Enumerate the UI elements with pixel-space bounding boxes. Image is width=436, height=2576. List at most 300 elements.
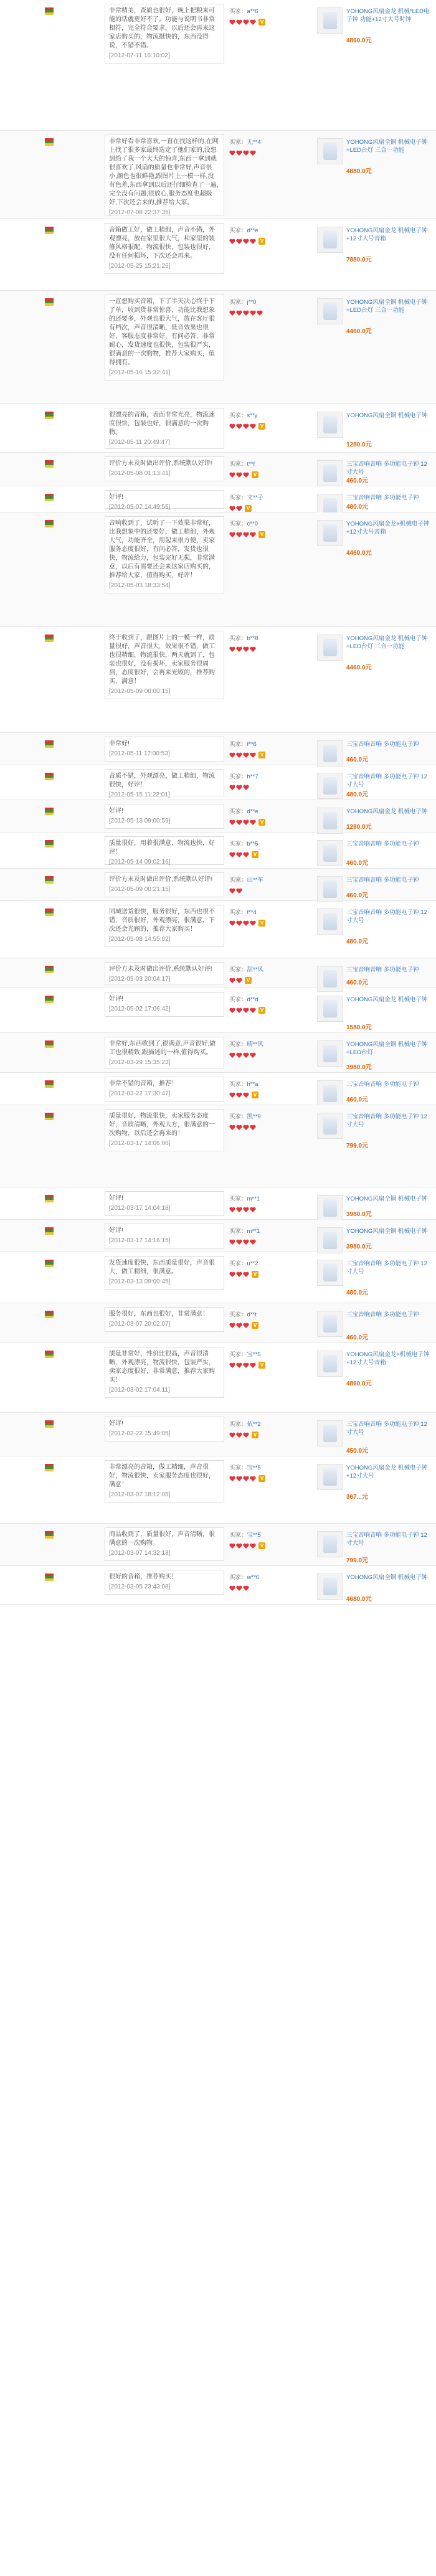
vip-badge-icon: V xyxy=(258,531,265,538)
product-thumbnail[interactable] xyxy=(317,1113,343,1139)
buyer-label: 买家： xyxy=(229,877,247,884)
heart-icon xyxy=(229,1207,235,1212)
buyer-info xyxy=(229,1420,310,1438)
buyer-name-link[interactable]: 依**2 xyxy=(247,1421,261,1428)
heart-icon xyxy=(243,646,249,652)
buyer-info xyxy=(229,494,310,512)
review-bubble xyxy=(105,992,224,1017)
review-bubble xyxy=(105,1224,224,1248)
product-link[interactable]: 三宝音响音响 多功能电子钟 xyxy=(346,966,419,973)
buyer-label: 买家： xyxy=(229,1351,247,1358)
buyer-credit-badges xyxy=(229,887,310,894)
review-bubble xyxy=(105,1347,224,1398)
buyer-name-link[interactable]: 凯**9 xyxy=(247,1113,261,1120)
product-price: 480.0元 xyxy=(346,1290,369,1296)
review-date: [2012-05-08 01:13:41] xyxy=(109,470,171,477)
heart-icon xyxy=(229,920,235,926)
review-date: [2012-03-17 14:16:15] xyxy=(109,1237,171,1244)
buyer-name-link[interactable]: 山**车 xyxy=(247,877,263,884)
buyer-name-link[interactable]: m**1 xyxy=(247,1228,260,1235)
product-link[interactable]: YOHONG风扇金龙+机械电子钟+12寸大号音箱 xyxy=(346,1351,430,1366)
buyer-credit-badges xyxy=(229,1542,310,1549)
buyer-credit-badges xyxy=(229,818,310,826)
product-price: 460.0元 xyxy=(346,1097,369,1103)
product-link[interactable]: YOHONG风扇金龙 机械电子钟+12寸大号 xyxy=(346,1465,428,1479)
heart-icon xyxy=(257,310,263,316)
buyer-name-link[interactable]: 宝**5 xyxy=(247,1532,261,1539)
heart-icon xyxy=(229,978,235,983)
heart-icon xyxy=(229,1362,235,1368)
review-bubble xyxy=(105,134,224,215)
vip-badge-icon: V xyxy=(258,238,265,245)
product-thumbnail[interactable] xyxy=(317,1311,343,1337)
heart-icon xyxy=(229,852,235,857)
review-bubble xyxy=(105,1307,224,1332)
product-link[interactable]: YOHONG风扇金龙 机械*LED电子钟 功能+12寸大号时钟 xyxy=(346,8,430,23)
heart-icon xyxy=(250,532,256,537)
buyer-credit-badges xyxy=(229,1431,310,1438)
product-thumbnail[interactable] xyxy=(317,1227,343,1253)
product-price: 1580.0元 xyxy=(346,1024,372,1031)
heart-icon xyxy=(236,888,242,894)
buyer-info xyxy=(229,298,310,316)
buyer-name-link[interactable]: b**5 xyxy=(247,841,258,847)
heart-icon xyxy=(243,1092,249,1098)
heart-icon xyxy=(229,506,235,511)
heart-icon xyxy=(250,752,256,758)
buyer-label: 买家： xyxy=(229,741,247,748)
rating-flag-icon xyxy=(45,740,54,748)
buyer-name-link[interactable]: t**f xyxy=(247,461,255,468)
review-text: 音质不错，外观漂亮，做工精细，物流很快，好评！ xyxy=(109,773,215,788)
buyer-name-link[interactable]: d**d xyxy=(247,996,258,1003)
product-thumbnail[interactable] xyxy=(317,840,343,866)
review-text: 非常好! xyxy=(109,740,130,747)
product-thumbnail[interactable] xyxy=(317,808,343,834)
product-thumbnail[interactable] xyxy=(317,1573,343,1600)
vip-badge-icon: V xyxy=(258,920,265,927)
heart-icon xyxy=(236,1092,242,1098)
product-price: 1280.0元 xyxy=(346,441,372,448)
heart-icon xyxy=(236,1239,242,1245)
product-thumbnail[interactable] xyxy=(317,460,343,486)
product-price: 460.0元 xyxy=(346,979,369,986)
product-link[interactable]: YOHONG风扇全铜 机械电子钟+LED台灯 三合一功能 xyxy=(346,139,428,154)
review-text: 音箱做工好，做工精细，声音不错，外观漂亮，放在家里很大气，和家里的装修风格很配，物流很快，包装也很好，没有任何损坏，下次还会再来。 xyxy=(109,227,215,260)
review-bubble xyxy=(105,1037,224,1069)
buyer-label: 买家： xyxy=(229,1421,247,1428)
product-link[interactable]: YOHONG风扇全铜 机械电子钟 xyxy=(346,1196,428,1202)
heart-icon xyxy=(236,472,242,478)
product-link[interactable]: YOHONG风扇金龙 机械电子钟 xyxy=(346,996,428,1003)
buyer-credit-badges xyxy=(229,237,310,245)
product-link[interactable]: 三宝音响音响 多功能电子钟 12寸大号 xyxy=(346,1260,427,1275)
heart-icon xyxy=(250,1125,256,1130)
heart-icon xyxy=(243,752,249,758)
buyer-name-link[interactable]: b**8 xyxy=(247,635,258,642)
review-date: [2012-03-29 15:35:23] xyxy=(109,1059,171,1066)
buyer-label: 买家： xyxy=(229,1311,247,1318)
product-price: 1280.0元 xyxy=(346,824,372,831)
heart-icon xyxy=(243,1432,249,1438)
heart-icon xyxy=(250,1239,256,1245)
product-link[interactable]: 三宝音响音响 多功能电子钟 xyxy=(346,741,419,748)
rating-flag-icon xyxy=(45,460,54,468)
heart-icon xyxy=(243,1543,249,1549)
buyer-info xyxy=(229,1113,310,1131)
product-price: 799.0元 xyxy=(346,1143,369,1149)
review-text: 很好的音箱，推荐购买！ xyxy=(109,1573,178,1580)
review-row xyxy=(0,1566,436,1605)
buyer-name-link[interactable]: h**7 xyxy=(247,773,258,780)
vip-badge-icon: V xyxy=(252,471,258,478)
review-date: [2012-05-03 18:33:54] xyxy=(109,582,171,589)
review-bubble xyxy=(105,836,224,865)
product-thumbnail[interactable] xyxy=(317,996,343,1022)
heart-icon xyxy=(236,978,242,983)
review-date: [2012-05-13 09:00:59] xyxy=(109,818,171,824)
buyer-credit-badges xyxy=(229,1006,310,1014)
buyer-name-link[interactable]: s**y xyxy=(247,412,258,419)
review-date: [2012-03-07 14:32:18] xyxy=(109,1550,171,1557)
rating-flag-icon xyxy=(45,1260,54,1267)
review-text: 服务很好，东西也很好，非常满意！ xyxy=(109,1311,209,1318)
product-thumbnail[interactable] xyxy=(317,298,343,324)
buyer-info xyxy=(229,1260,310,1278)
product-link[interactable]: YOHONG风扇金龙+机械电子钟+12寸大号音箱 xyxy=(346,521,430,535)
review-text: 评价方未及时做出评价,系统默认好评! xyxy=(109,966,212,973)
product-thumbnail[interactable] xyxy=(317,1464,343,1490)
product-link[interactable]: 三宝音响音响 多功能电子钟 12寸大号 xyxy=(346,909,427,924)
buyer-info xyxy=(229,635,310,653)
review-bubble xyxy=(105,223,224,274)
buyer-name-link[interactable]: d**e xyxy=(247,808,258,815)
buyer-name-link[interactable]: u**2 xyxy=(247,1260,258,1267)
product-thumbnail[interactable] xyxy=(317,520,343,546)
heart-icon xyxy=(250,1476,256,1481)
rating-flag-icon xyxy=(45,7,54,15)
review-bubble xyxy=(105,295,224,380)
buyer-info xyxy=(229,1040,310,1059)
buyer-label: 买家： xyxy=(229,996,247,1003)
buyer-credit-badges xyxy=(229,422,310,430)
heart-icon xyxy=(243,819,249,825)
review-row xyxy=(0,1343,436,1413)
buyer-name-link[interactable]: 晴**风 xyxy=(247,1041,263,1048)
product-link[interactable]: YOHONG风扇金龙 机械电子钟+12寸大号音箱 xyxy=(346,227,428,242)
review-date: [2012-05-16 15:32:41] xyxy=(109,369,171,376)
heart-icon xyxy=(250,1007,256,1013)
review-row xyxy=(0,1524,436,1566)
buyer-name-link[interactable]: m**1 xyxy=(247,1196,260,1202)
review-date: [2012-03-17 14:06:06] xyxy=(109,1140,171,1147)
buyer-label: 买家： xyxy=(229,227,247,234)
buyer-label: 买家： xyxy=(229,773,247,780)
product-thumbnail[interactable] xyxy=(317,1351,343,1377)
product-thumbnail[interactable] xyxy=(317,876,343,902)
review-bubble xyxy=(105,769,224,796)
review-text: 一直想购买音箱，下了半天决心终于下了单，收到货非常惊喜，功能比我想象的还要多，外观也很大气，放在客厅很有档次，声音很清晰，低音效果也很好，客服态度非常好，有问必答，非常耐心，发货速度也很快，包装很严实，很满意的一次购物，推荐大家购买，值得拥有。 xyxy=(109,298,215,366)
review-date: [2012-03-07 18:12:05] xyxy=(109,1491,171,1498)
product-link[interactable]: 三宝音响音响 多功能电子钟 xyxy=(346,1311,419,1318)
product-thumbnail[interactable] xyxy=(317,635,343,661)
product-link[interactable]: YOHONG风扇金龙 机械电子钟+LED台灯 三合一功能 xyxy=(346,635,428,650)
review-date: [2012-05-03 20:04:17] xyxy=(109,976,171,983)
heart-icon xyxy=(229,532,235,537)
buyer-label: 买家： xyxy=(229,1228,247,1235)
review-date: [2012-03-22 17:30:47] xyxy=(109,1090,171,1097)
product-price: 480.0元 xyxy=(346,938,369,945)
product-thumbnail[interactable] xyxy=(317,1260,343,1286)
rating-flag-icon xyxy=(45,773,54,780)
heart-icon xyxy=(236,819,242,825)
product-thumbnail[interactable] xyxy=(317,138,343,164)
heart-icon xyxy=(243,1052,249,1058)
heart-icon xyxy=(250,1052,256,1058)
vip-badge-icon: V xyxy=(252,1092,258,1098)
heart-icon xyxy=(243,1362,249,1368)
review-date: [2012-05-02 17:06:42] xyxy=(109,1006,171,1012)
buyer-name-link[interactable]: h**a xyxy=(247,1081,258,1088)
buyer-name-link[interactable]: w**6 xyxy=(247,1574,260,1581)
buyer-info xyxy=(229,840,310,858)
heart-icon xyxy=(243,150,249,156)
review-bubble xyxy=(105,905,224,947)
buyer-name-link[interactable]: 无**4 xyxy=(247,139,261,146)
product-link[interactable]: YOHONG风扇全铜 机械电子钟 xyxy=(346,1228,428,1235)
product-thumbnail[interactable] xyxy=(317,740,343,767)
rating-flag-icon xyxy=(45,808,54,815)
heart-icon xyxy=(236,1362,242,1368)
product-price: 3980.0元 xyxy=(346,1064,372,1071)
product-link[interactable]: YOHONG风扇全铜 机械电子钟 xyxy=(346,1574,428,1581)
review-text: 非常好看非常喜欢,一直在找这样的,在网上找了很多家最终选定了他们家的,没想到给了我一个大大的惊喜,东西一拿到就很喜欢了,风扇的质量也非常好,声音很小,颜色也很鲜艳,跟图片上一模一样,没有色差,东西拿到以后还仔细检查了一遍,完全没有问题,很放心,服务态度也超级好,下次还会来的,推荐给大家。 xyxy=(109,138,219,206)
product-thumbnail[interactable] xyxy=(317,773,343,799)
rating-flag-icon xyxy=(45,1420,54,1428)
product-link[interactable]: 三宝音响音响 多功能电子钟 12寸大号 xyxy=(346,773,427,788)
heart-icon xyxy=(229,1432,235,1438)
heart-icon xyxy=(243,920,249,926)
review-text: 评价方未及时做出评价,系统默认好评! xyxy=(109,460,212,467)
heart-icon xyxy=(229,1323,235,1328)
heart-icon xyxy=(229,1125,235,1130)
product-link[interactable]: YOHONG风扇全铜 机械电子钟+LED台灯 xyxy=(346,1041,428,1056)
buyer-info xyxy=(229,1573,310,1592)
buyer-name-link[interactable]: d**t xyxy=(247,1311,257,1318)
product-thumbnail[interactable] xyxy=(317,7,343,34)
product-link[interactable]: 三宝音响音响 多功能电子钟 xyxy=(346,841,419,847)
product-thumbnail[interactable] xyxy=(317,1040,343,1067)
product-link[interactable]: YOHONG风扇金龙 机械电子钟 xyxy=(346,808,428,815)
review-text: 非常精美，查质也很好，晚上把粮来可能的话就更好不了。功能与说明书非常相符，完全符合要求。以后还会再来这家店购买的，物流挺快的，东西没得说，不错不错。 xyxy=(109,7,215,49)
rating-flag-icon xyxy=(45,494,54,501)
product-thumbnail[interactable] xyxy=(317,1080,343,1106)
buyer-name-link[interactable]: 宝**5 xyxy=(247,1351,261,1358)
review-row xyxy=(0,486,436,512)
review-bubble xyxy=(105,1077,224,1102)
heart-icon xyxy=(229,1543,235,1549)
heart-icon xyxy=(243,1476,249,1481)
review-bubble xyxy=(105,456,224,481)
heart-icon xyxy=(243,785,249,790)
product-thumbnail[interactable] xyxy=(317,908,343,935)
buyer-label: 买家： xyxy=(229,1041,247,1048)
buyer-label: 买家： xyxy=(229,909,247,916)
buyer-info xyxy=(229,1311,310,1329)
heart-icon xyxy=(236,1323,242,1328)
heart-icon xyxy=(236,1052,242,1058)
buyer-info xyxy=(229,7,310,26)
buyer-name-link[interactable]: 文**子 xyxy=(247,494,263,501)
rating-flag-icon xyxy=(45,1227,54,1235)
review-bubble xyxy=(105,631,224,699)
review-bubble xyxy=(105,1570,224,1595)
product-thumbnail[interactable] xyxy=(317,227,343,253)
rating-flag-icon xyxy=(45,412,54,419)
heart-icon xyxy=(236,310,242,316)
buyer-info xyxy=(229,908,310,927)
product-price: 450.0元 xyxy=(346,1448,369,1455)
review-bubble xyxy=(105,1191,224,1216)
vip-badge-icon: V xyxy=(258,1542,265,1549)
buyer-name-link[interactable]: f**4 xyxy=(247,909,257,916)
vip-badge-icon: V xyxy=(258,1007,265,1014)
product-link[interactable]: 三宝音响音响 多功能电子钟 xyxy=(346,877,419,884)
buyer-name-link[interactable]: a**6 xyxy=(247,8,258,15)
rating-flag-icon xyxy=(45,138,54,146)
product-link[interactable]: 三宝音响音响 多功能电子钟 xyxy=(346,494,419,501)
buyer-label: 买家： xyxy=(229,412,247,419)
review-date: [2012-03-17 14:04:18] xyxy=(109,1205,171,1212)
buyer-credit-badges xyxy=(229,1123,310,1131)
product-price: 367...元 xyxy=(346,1494,369,1501)
buyer-label: 买家： xyxy=(229,1081,247,1088)
buyer-info xyxy=(229,1351,310,1369)
rating-flag-icon xyxy=(45,227,54,234)
heart-icon xyxy=(250,310,256,316)
buyer-label: 买家： xyxy=(229,494,247,501)
product-link[interactable]: 三宝音响音响 多功能电子钟 12寸大号 xyxy=(346,1532,427,1547)
review-bubble xyxy=(105,872,224,897)
product-price: 4860.0元 xyxy=(346,37,372,44)
buyer-label: 买家： xyxy=(229,1574,247,1581)
review-text: 质量很好，用着很满意，物流也快，好评！ xyxy=(109,840,215,856)
product-thumbnail[interactable] xyxy=(317,1195,343,1221)
heart-icon xyxy=(236,1125,242,1130)
buyer-name-link[interactable]: f**6 xyxy=(247,741,257,748)
review-text: 质量很好，物流很快，卖家服务态度好，音质清晰，外观大方，很满意的一次购物，以后还会再来的！ xyxy=(109,1113,215,1137)
review-bubble xyxy=(105,1109,224,1151)
review-bubble xyxy=(105,408,224,449)
buyer-info xyxy=(229,1080,310,1098)
buyer-credit-badges xyxy=(229,1091,310,1098)
buyer-credit-badges xyxy=(229,471,310,478)
heart-icon xyxy=(236,238,242,244)
rating-flag-icon xyxy=(45,1080,54,1088)
heart-icon xyxy=(243,1207,249,1212)
buyer-credit-badges xyxy=(229,18,310,26)
product-price: 4680.0元 xyxy=(346,1596,372,1603)
product-price: 3980.0元 xyxy=(346,1211,372,1218)
buyer-credit-badges xyxy=(229,976,310,984)
review-date: [2012-05-14 09:02:16] xyxy=(109,859,171,866)
product-link[interactable]: 三宝音响音响 多功能电子钟 12寸大号 xyxy=(346,1113,427,1128)
buyer-label: 买家： xyxy=(229,1465,247,1471)
heart-icon xyxy=(229,1239,235,1245)
buyer-info xyxy=(229,966,310,984)
heart-icon xyxy=(243,1271,249,1277)
buyer-label: 买家： xyxy=(229,1532,247,1539)
product-price: 460.0元 xyxy=(346,860,369,867)
heart-icon xyxy=(250,646,256,652)
heart-icon xyxy=(229,1052,235,1058)
review-date: [2012-05-08 14:55:02] xyxy=(109,936,171,943)
review-row xyxy=(0,512,436,627)
review-date: [2012-03-07 20:02:07] xyxy=(109,1321,171,1328)
heart-icon xyxy=(250,19,256,25)
buyer-credit-badges xyxy=(229,1238,310,1245)
buyer-info xyxy=(229,808,310,826)
buyer-info xyxy=(229,412,310,430)
heart-icon xyxy=(236,646,242,652)
buyer-name-link[interactable]: c**0 xyxy=(247,521,258,527)
review-row xyxy=(0,1252,436,1303)
vip-badge-icon: V xyxy=(258,819,265,826)
review-row xyxy=(0,733,436,765)
heart-icon xyxy=(243,852,249,857)
product-thumbnail[interactable] xyxy=(317,1531,343,1557)
product-link[interactable]: YOHONG风扇全铜 机械电子钟 xyxy=(346,412,428,419)
heart-icon xyxy=(243,1585,249,1591)
product-link[interactable]: 三宝音响音响 多功能电子钟 12寸大号 xyxy=(346,461,427,476)
vip-badge-icon: V xyxy=(258,1362,265,1369)
vip-badge-icon: V xyxy=(245,505,252,512)
heart-icon xyxy=(250,150,256,156)
buyer-info xyxy=(229,1227,310,1245)
review-row xyxy=(0,131,436,219)
vip-badge-icon: V xyxy=(252,1271,258,1278)
buyer-name-link[interactable]: j**0 xyxy=(247,299,257,306)
buyer-label: 买家： xyxy=(229,461,247,468)
product-price: 3980.0元 xyxy=(346,1243,372,1250)
heart-icon xyxy=(229,19,235,25)
heart-icon xyxy=(236,423,242,429)
buyer-name-link[interactable]: 甜**风 xyxy=(247,966,263,973)
review-text: 商品收到了，质量很好，声音清晰，很满意的一次购物。 xyxy=(109,1531,215,1547)
review-row xyxy=(0,869,436,901)
heart-icon xyxy=(236,852,242,857)
product-link[interactable]: 三宝音响音响 多功能电子钟 12寸大号 xyxy=(346,1421,427,1436)
buyer-name-link[interactable]: 宝**5 xyxy=(247,1465,261,1471)
buyer-label: 买家： xyxy=(229,635,247,642)
vip-badge-icon: V xyxy=(258,752,265,758)
heart-icon xyxy=(229,1092,235,1098)
review-text: 好评! xyxy=(109,1420,123,1427)
heart-icon xyxy=(243,532,249,537)
review-bubble xyxy=(105,1527,224,1561)
review-row xyxy=(0,765,436,800)
heart-icon xyxy=(229,423,235,429)
review-row xyxy=(0,1187,436,1220)
buyer-name-link[interactable]: d**e xyxy=(247,227,258,234)
product-thumbnail[interactable] xyxy=(317,1420,343,1446)
product-link[interactable]: YOHONG风扇全铜 机械电子钟+LED台灯 三合一功能 xyxy=(346,299,428,314)
heart-icon xyxy=(243,310,249,316)
product-thumbnail[interactable] xyxy=(317,412,343,438)
buyer-info xyxy=(229,138,310,156)
product-link[interactable]: 三宝音响音响 多功能电子钟 xyxy=(346,1081,419,1088)
buyer-info xyxy=(229,1531,310,1549)
